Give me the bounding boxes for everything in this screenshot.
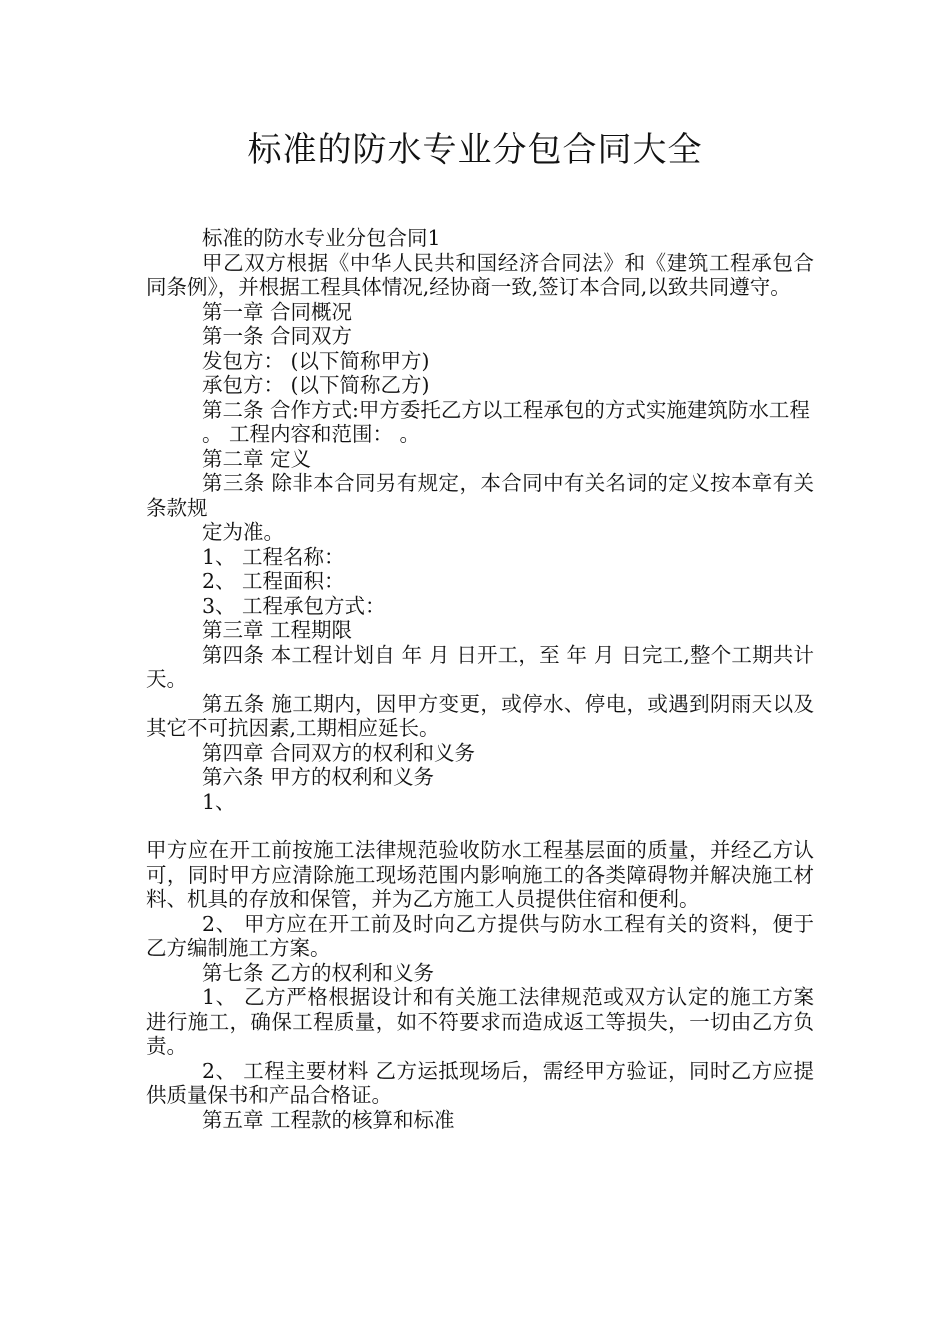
- list-item: 1、 工程名称：: [202, 544, 345, 569]
- scope-line: 。 工程内容和范围： 。: [202, 422, 421, 446]
- definitions-paragraph: 第三条 除非本合同另有规定，本合同中有关名词的定义按本章有关条款规: [146, 471, 814, 520]
- chapter-heading: 第三章 工程期限: [202, 618, 353, 642]
- party-b-obligation-paragraph: 2、 工程主要材料 乙方运抵现场后，需经甲方验证，同时乙方应提供质量保书和产品合格证。: [146, 1058, 814, 1107]
- extension-paragraph: 第五条 施工期内，因甲方变更，或停水、停电，或遇到阴雨天以及其它不可抗因素,工期相应延长。: [146, 691, 814, 740]
- chapter-heading: 第一章 合同概况: [202, 299, 353, 324]
- list-item: 3、 工程承包方式：: [202, 593, 386, 618]
- chapter-heading: 第二章 定义: [202, 446, 312, 471]
- cooperation-method-paragraph: 第二条 合作方式:甲方委托乙方以工程承包的方式实施建筑防水工程: [202, 397, 810, 422]
- definitions-continuation: 定为准。: [202, 520, 284, 544]
- chapter-heading: 第四章 合同双方的权利和义务: [202, 740, 476, 765]
- party-b-line: 承包方： (以下简称乙方): [202, 373, 430, 397]
- list-item: 2、 工程面积：: [202, 569, 345, 593]
- chapter-heading: 第五章 工程款的核算和标准: [202, 1107, 455, 1132]
- paragraph-gap: [146, 814, 814, 838]
- document-title: 标准的防水专业分包合同大全: [247, 130, 703, 170]
- party-a-line: 发包方： (以下简称甲方): [202, 348, 430, 373]
- schedule-paragraph: 第四条 本工程计划自 年 月 日开工，至 年 月 日完工,整个工期共计 天。: [146, 642, 814, 691]
- document-body: [146, 226, 814, 1132]
- preamble-paragraph: 甲乙双方根据《中华人民共和国经济合同法》和《建筑工程承包合同条例》，并根据工程具体情况,经协商一致,签订本合同,以致共同遵守。: [146, 250, 814, 299]
- party-a-obligation-paragraph: 甲方应在开工前按施工法律规范验收防水工程基层面的质量，并经乙方认可，同时甲方应清除施工现场范围内影响施工的各类障碍物并解决施工材料、机具的存放和保管，并为乙方施工人员提供住宿和便利。: [146, 838, 814, 911]
- article-heading: 第一条 合同双方: [202, 324, 353, 348]
- article-heading: 第七条 乙方的权利和义务: [202, 960, 435, 985]
- article-heading: 第六条 甲方的权利和义务: [202, 765, 435, 789]
- contract-subtitle: 标准的防水专业分包合同1: [202, 226, 441, 250]
- list-item-number: 1、: [202, 789, 236, 814]
- party-b-obligation-paragraph: 1、 乙方严格根据设计和有关施工法律规范或双方认定的施工方案进行施工，确保工程质量，如不符要求而造成返工等损失，一切由乙方负责。: [146, 985, 814, 1058]
- party-a-obligation-paragraph: 2、 甲方应在开工前及时向乙方提供与防水工程有关的资料，便于乙方编制施工方案。: [146, 911, 814, 960]
